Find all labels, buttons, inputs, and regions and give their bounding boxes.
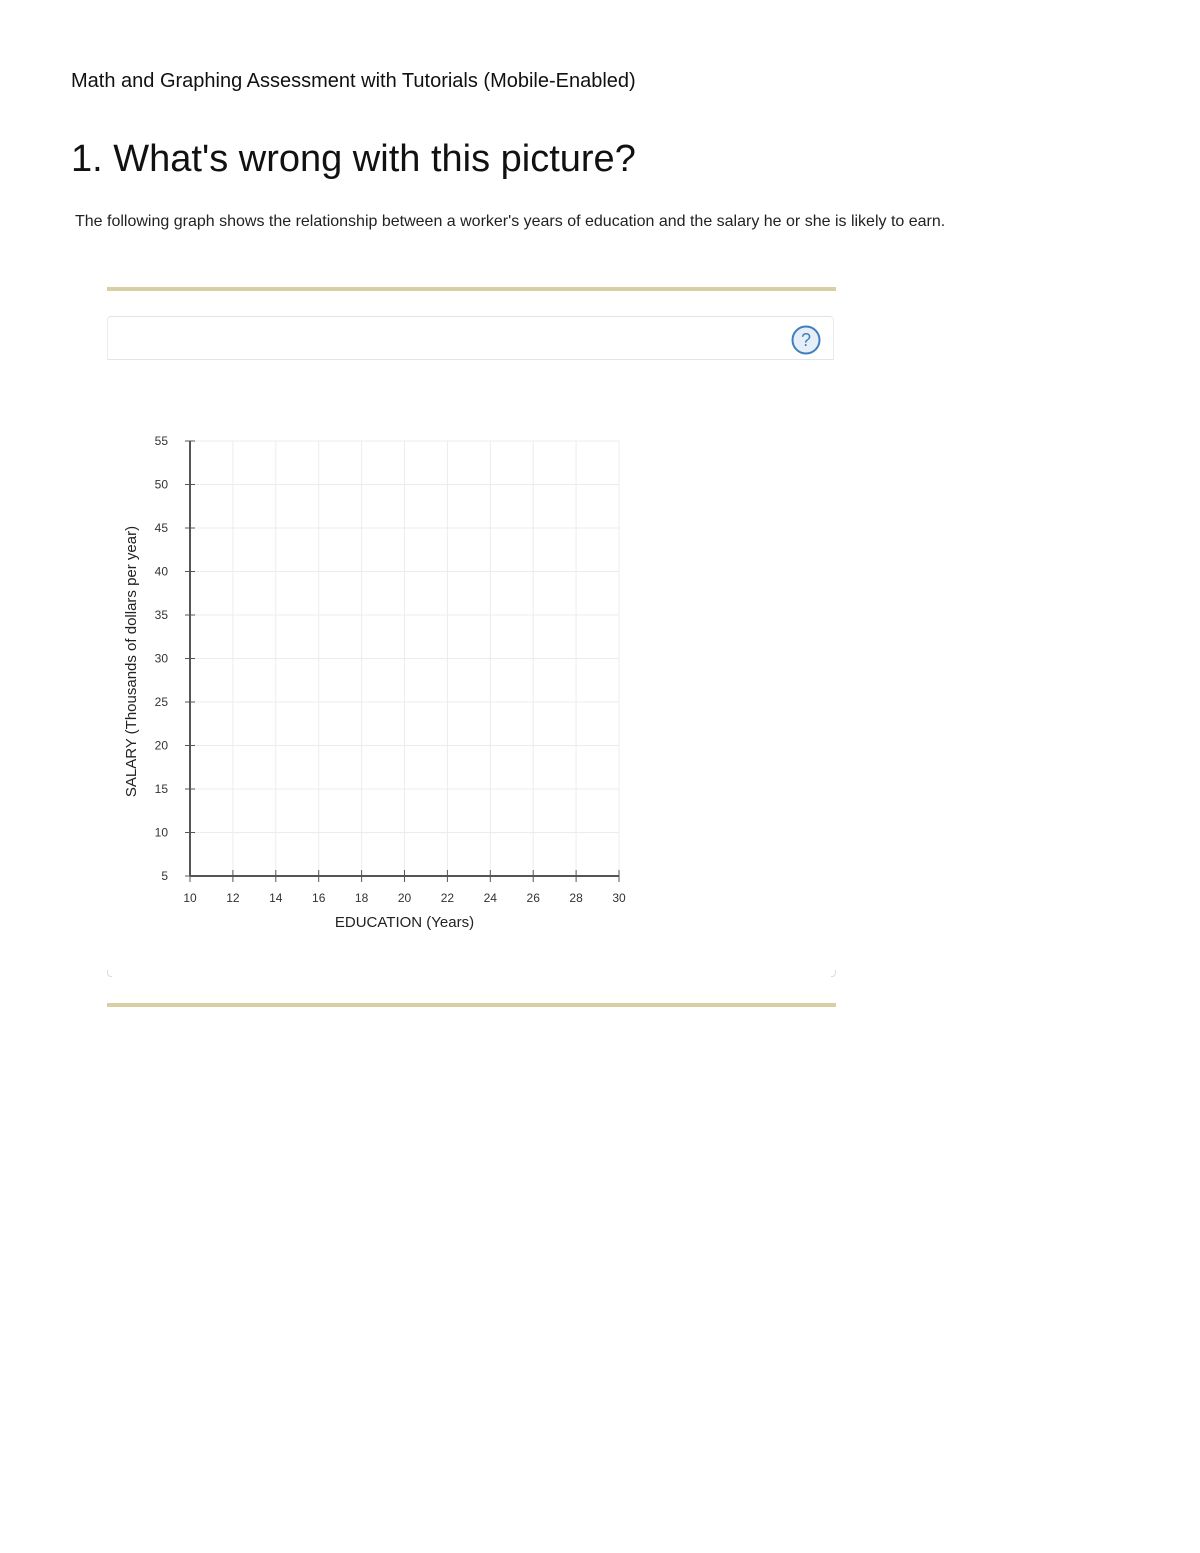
- y-tick-label: 30: [154, 651, 168, 666]
- y-tick-label: 20: [154, 738, 168, 753]
- widget-bottom-rule: [107, 1003, 836, 1007]
- x-tick-label: 12: [226, 891, 240, 905]
- y-tick-label: 40: [154, 564, 168, 579]
- y-tick-label: 45: [154, 521, 168, 535]
- x-tick-label: 20: [397, 891, 412, 905]
- x-tick-label: 10: [183, 891, 197, 905]
- x-tick-label: 30: [612, 891, 626, 905]
- x-tick-label: 26: [526, 891, 540, 905]
- y-tick-label: 10: [154, 825, 168, 840]
- x-tick-label: 28: [569, 891, 583, 905]
- grid: [190, 441, 619, 876]
- widget-bottom-left-corner: [107, 970, 112, 977]
- x-tick-label: 16: [312, 891, 326, 905]
- y-tick-label: 15: [154, 782, 168, 796]
- y-axis-ticks: [155, 434, 195, 883]
- question-description: The following graph shows the relationship between a worker's years of education and the salary he or she is likely to earn.: [75, 213, 946, 230]
- course-title: Math and Graphing Assessment with Tutorials (Mobile-Enabled): [71, 70, 636, 92]
- y-axis-title: SALARY (Thousands of dollars per year): [123, 525, 140, 798]
- x-tick-label: 14: [269, 891, 283, 905]
- question-title: 1. What's wrong with this picture?: [71, 138, 636, 180]
- x-tick-label: 18: [354, 891, 369, 905]
- y-tick-label: 35: [154, 608, 168, 622]
- y-tick-label: 5: [161, 869, 168, 883]
- x-tick-label: 24: [483, 891, 497, 905]
- y-tick-label: 50: [154, 477, 168, 492]
- y-tick-label: 25: [154, 695, 168, 709]
- y-tick-label: 55: [154, 434, 168, 448]
- help-button-label: ?: [800, 330, 812, 350]
- x-axis-title: EDUCATION (Years): [334, 914, 475, 931]
- x-tick-label: 22: [440, 891, 455, 905]
